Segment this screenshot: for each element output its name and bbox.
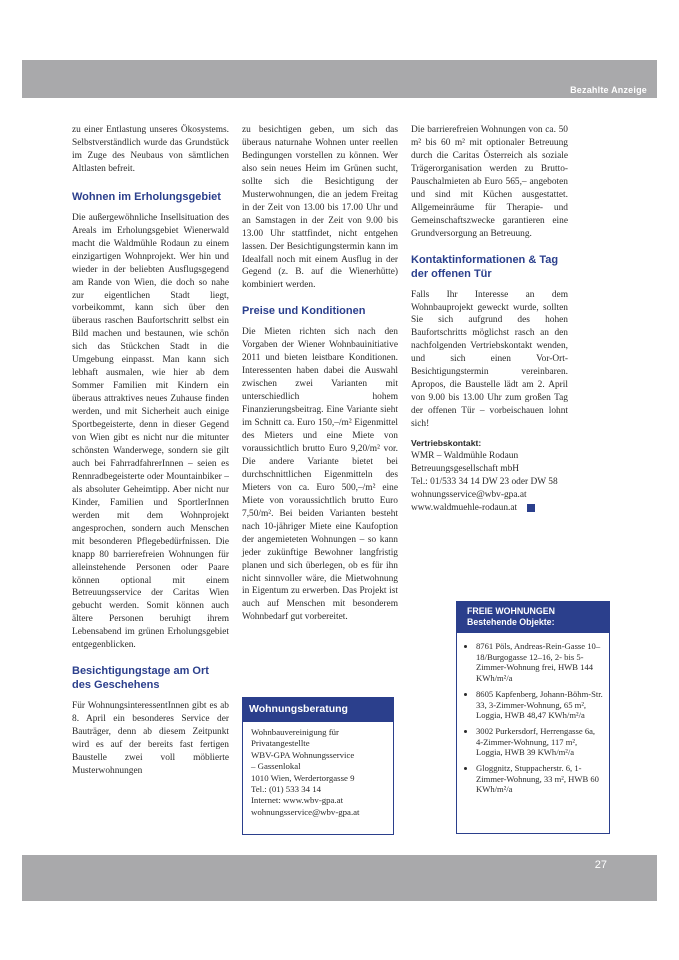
contact-title: Vertriebskontakt: (411, 438, 482, 449)
list-item: • Gloggnitz, Stuppacherstr. 6, 1-Zimmer-Wohnung, 33 m², HWB 60 KWh/m²/a (476, 763, 603, 795)
list-item: • 3002 Purkersdorf, Herrengasse 6a, 4-Zimmer-Wohnung, 117 m², Loggia, HWB 39 KWh/m²/a (476, 726, 603, 758)
box-line: Wohnbauvereinigung für (251, 727, 339, 737)
contact-line: Betreuungsgesellschaft mbH (411, 463, 520, 474)
header-bar (22, 60, 657, 98)
wohnungsberatung-title: Wohnungsberatung (243, 698, 393, 722)
column-1 (72, 124, 229, 778)
freie-wohnungen-list (457, 633, 609, 795)
heading-besichtigungstage: Besichtigungstage am Ort des Geschehens (72, 665, 209, 692)
list-item: • 8761 Pöls, Andreas-Rein-Gasse 10–18/Burgogasse 12–16, 2- bis 5-Zimmer-Wohnung frei, HWB 144 KWh/m²/a (476, 641, 603, 684)
email-link[interactable]: wohnungsservice@wbv-gpa.at (251, 806, 360, 817)
contact-line: Tel.: 01/533 34 14 DW 23 oder DW 58 (411, 476, 558, 487)
paragraph: Falls Ihr Interesse an dem Wohnbauprojekt geweckt wurde, sollten Sie sich aufgrund des hohen Baufortschritts möglichst rasch an den nachfolgenden Vertriebskontakt wenden, und sich einen Vor-Ort-Besichtigungstermin vereinbaren. Apropos, die Baustelle lädt am 2. April von 9.00 bis 13.00 Uhr zum großen Tag der offenen Tür – vorbeischauen lohnt sich! (411, 289, 568, 430)
contact-line: WMR – Waldmühle Rodaun (411, 451, 519, 462)
paragraph: Die außergewöhnliche Insellsituation des Areals im Erholungsgebiet Wienerwald macht die Waldmühle Rodaun zu einem einzigartigen Wohnprojekt. Wer hin und wieder in der beliebten Ausflugsgegend am Rande von Wien, die doch so nahe zur eigentlichen Stadt liegt, vorbeikommt, kann sich über den überaus raschen Baufortschritt selbst ein Bild machen und bestaunen, wie schön sich das Stückchen Stadt in die Umgebung einpasst. Man kann sich lebhaft ausmalen, wie hier ab dem Sommer Familien mit Kindern ein überaus attraktives neues Zuhause finden werden, und mit Sicherheit auch einige Sportbegeisterte, denn in dieser Gegend von Wien gibt es nicht nur die mitunter schönsten Wanderwege, sondern sie gilt auch bei FahrradfahrerInnen – seien es Rennradbegeisterte oder Mountainbiker – als absoluter Geheimtipp. Aber nicht nur Kinder, Familien und SportlerInnen werden mit dem Wohnprojekt angesprochen, sondern auch Menschen mit besonderen Pflegebedürfnissen. Die knapp 80 barrierefreien Wohnungen für alleinstehende Personen oder Paare können optional mit einem Betreuungsservice der Caritas Wien gebucht werden. Somit können auch ältere Personen beruhigt ihrem Lebensabend im grünen Erholungsgebiet entgegenblicken. (72, 212, 229, 651)
website-link[interactable]: Internet: www.wbv-gpa.at (251, 795, 344, 806)
heading-kontakt: Kontaktinformationen & Tag der offenen Tür (411, 253, 559, 280)
paid-ad-label: Bezahlte Anzeige (570, 85, 647, 95)
page-number: 27 (594, 859, 607, 871)
box-line: 1010 Wien, Werdertorgasse 9 (251, 772, 355, 783)
contact-website-link[interactable]: www.waldmuehle-rodaun.at (411, 502, 518, 513)
freie-wohnungen-title (457, 602, 609, 633)
paragraph: zu einer Entlastung unseres Ökosystems. Selbstverständlich wurde das Grundstück im Zuge des Neubaus von sämtlichen Altlasten befreit. (72, 125, 229, 174)
list-item: • 8605 Kapfenberg, Johann-Böhm-Str. 33, 3-Zimmer-Wohnung, 65 m², Loggia, HWB 48,47 KWh/m²/a (476, 689, 603, 721)
footer-bar (22, 855, 657, 901)
freie-wohnungen-title-line1: FREIE WOHNUNGEN (467, 606, 555, 616)
paragraph: Für WohnungsinteressentInnen gibt es ab 8. April ein besonderes Service der Bauträger, denn ab diesem Zeitpunkt wird es auf der bereits fast fertigen Baustelle zwei voll möblierte Musterwohnungen (72, 701, 229, 776)
box-line: WBV-GPA Wohnungsservice (251, 749, 355, 760)
paragraph: zu besichtigen geben, um sich das überaus naturnahe Wohnen unter reellen Bedingungen vorstellen zu können. Wer also sein neues Heim im Grünen sucht, sollte sich die Besichtigung der Musterwohnungen, die an jedem Freitag in der Zeit von 13.00 bis 17.00 Uhr und an Samstagen in der Zeit von 9.00 bis 13.00 Uhr stattfindet, nicht entgehen lassen. Der Besichtigungstermin kann im Idealfall noch mit einem Ausflug in der Gegend (z. B. auf die Wienerhütte) kombiniert werden. (242, 125, 398, 291)
wohnungsberatung-box (242, 697, 394, 835)
heading-preise: Preise und Konditionen (242, 305, 366, 318)
column-3 (411, 124, 568, 515)
freie-wohnungen-box (456, 601, 610, 834)
heading-erholungsgebiet: Wohnen im Erholungsgebiet (72, 190, 221, 203)
box-line: Privatangestellte (251, 738, 310, 749)
paragraph: Die Mieten richten sich nach den Vorgaben der Wiener Wohnbauinitiative 2011 und bieten leistbare Konditionen. Interessenten haben dabei die Auswahl zwischen zwei Varianten mit unterschiedlich hohem Finanzierungsbeitrag. Eine Variante sieht im Schnitt ca. Euro 150,–/m² Eigenmittel des Mieters und eine Miete von voraussichtlich brutto Euro 9,20/m² vor. Die andere Variante bietet bei durchschnittlichen Eigenmitteln des Mieters von ca. Euro 500,–/m² eine Miete von voraussichtlich brutto Euro 7,50/m². Bei beiden Varianten besteht nach 10-jähriger Miete eine Kaufoption der angemieteten Wohnungen – so kann jeder zukünftige Bewohner langfristig planen und sich überlegen, ob es für ihn nicht sinnvoller wäre, die Mietwohnung in Eigentum zu erwerben. Das Projekt ist auch auf Menschen mit besonderem Wohnbedarf gut vorbereitet. (242, 327, 398, 623)
end-square-icon (527, 504, 535, 512)
freie-wohnungen-title-line2: Bestehende Objekte: (467, 617, 555, 627)
box-line: – Gassenlokal (251, 761, 301, 772)
wohnungsberatung-body (243, 722, 393, 818)
box-line: Tel.: (01) 533 34 14 (251, 784, 321, 795)
paragraph: Die barrierefreien Wohnungen von ca. 50 m² bis 60 m² mit optionaler Betreuung durch die Caritas Österreich als soziale Trägerorganisation werden zu Brutto-Pauschalmieten ab Euro 565,– angeboten und sind mit Küchen ausgestattet. Allgemeinräume für Therapie- und Gemeinschaftszwecke garantieren eine Grundversorgung an Betreuung. (411, 125, 568, 239)
column-2 (242, 124, 398, 624)
contact-block (411, 450, 568, 515)
contact-email-link[interactable]: wohnungsservice@wbv-gpa.at (411, 489, 527, 500)
